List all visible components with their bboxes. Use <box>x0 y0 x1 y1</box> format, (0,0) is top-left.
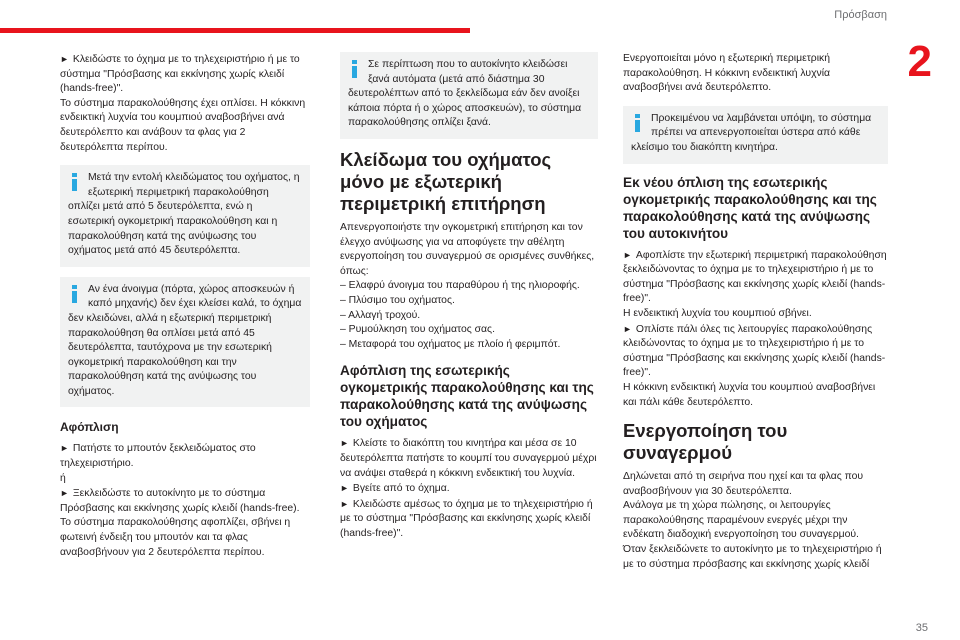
paragraph: Το σύστημα παρακολούθησης αφοπλίζει, σβήνει η φωτεινή ένδειξη του μπουτόν και τα φλας αναβοσβήνουν για 2 δευτερόλεπτα περίπου. <box>60 517 291 558</box>
arrow-right-icon: ► <box>340 483 349 494</box>
info-note: Σε περίπτωση που το αυτοκίνητο κλειδώσει ξανά αυτόματα (μετά από διάστημα 30 δευτερολέπτων από το ξεκλείδωμα εάν δεν ανοίξει κάποια πόρτα ή ο χώρος αποσκευών), το σύστημα παρακολούθησης οπλίζει ξανά. <box>340 52 598 139</box>
step-press-unlock: ► Πατήστε το μπουτόν ξεκλειδώματος στο τηλεχειριστήριο. <box>60 443 256 470</box>
heading-alarm-trigger: Ενεργοποίηση του συναγερμού <box>623 420 788 464</box>
arrow-right-icon: ► <box>623 249 632 260</box>
info-icon <box>68 171 84 191</box>
step-unlock-handsfree: ► Ξεκλειδώστε το αυτοκίνητο με το σύστημα Πρόσβασης και εκκίνησης χωρίς κλειδί (hands-free). <box>60 488 300 514</box>
info-note: Αν ένα άνοιγμα (πόρτα, χώρος αποσκευών ή καπό μηχανής) δεν έχει κλείσει καλά, το όχημα δεν κλειδώνει, αλλά η εξωτερική περιμετρική παρακολούθηση θα οπλίσει μετά από 45 δευτερόλεπτα, ταυτόχρονα με την εσωτερική ογκομετρική παρακολούθηση και την παρακολούθηση κατά της ανύψωσης του οχήματος. <box>60 277 310 408</box>
heading-disarm-interior: Αφόπλιση της εσωτερικής ογκομετρικής παρακολούθησης και της παρακολούθησης κατά της ανύψωσης του οχήματος <box>340 363 594 430</box>
paragraph: Ενεργοποιείται μόνο η εξωτερική περιμετρική παρακολούθηση. Η κόκκινη ενδεικτική λυχνία αναβοσβήνει ανά δευτερόλεπτο. <box>623 53 831 94</box>
column-2 <box>340 52 598 541</box>
step: ► Κλείστε το διακόπτη του κινητήρα και μέσα σε 10 δευτερόλεπτα πατήστε το κουμπί του συναγερμού μέχρι να ανάψει σταθερά η κόκκινη ενδεικτική του λυχνία. <box>340 438 597 479</box>
list-item: – Αλλαγή τροχού. <box>340 309 421 321</box>
paragraph: Δηλώνεται από τη σειρήνα που ηχεί και τα φλας που αναβοσβήνουν για 30 δευτερόλεπτα. <box>623 471 864 497</box>
paragraph: Απενεργοποιήστε την ογκομετρική επιτήρηση και τον έλεγχο ανύψωσης για να αποφύγετε την αθέλητη ενεργοποίηση του συναγερμού σε ορισμένες συνθήκες, όπως: <box>340 221 595 277</box>
info-icon <box>348 58 364 78</box>
arrow-right-icon: ► <box>340 438 349 449</box>
info-icon <box>631 112 647 132</box>
list-item: – Πλύσιμο του οχήματος. <box>340 294 455 306</box>
step: ► Αφοπλίστε την εξωτερική περιμετρική παρακολούθηση ξεκλειδώνοντας το όχημα με το τηλεχειριστήριο ή με το σύστημα "Πρόσβασης και εκκίνησης χωρίς κλειδί (hands-free)". <box>623 249 887 305</box>
heading-rearm: Εκ νέου όπλιση της εσωτερικής ογκομετρικής παρακολούθησης και της παρακολούθησης κατά της ανύψωσης του αυτοκινήτου <box>623 174 877 241</box>
step: ► Κλειδώστε αμέσως το όχημα με το τηλεχειριστήριο ή με το σύστημα "Πρόσβασης και εκκίνησης χωρίς κλειδί (hands-free)". <box>340 498 593 539</box>
paragraph: Η ενδεικτική λυχνία του κουμπιού σβήνει. <box>623 307 812 319</box>
header-red-bar <box>0 28 470 33</box>
page-number: 35 <box>915 622 928 634</box>
arrow-right-icon: ► <box>623 323 632 334</box>
arrow-right-icon: ► <box>60 488 69 499</box>
heading-disarm: Αφόπλιση <box>60 420 119 435</box>
arrow-right-icon: ► <box>340 498 349 509</box>
section-title: Πρόσβαση <box>834 9 887 21</box>
paragraph: Η κόκκινη ενδεικτική λυχνία του κουμπιού αναβοσβήνει και πάλι κάθε δευτερόλεπτο. <box>623 381 876 408</box>
list-item: – Ρυμούλκηση του οχήματος σας. <box>340 324 495 336</box>
step: ► Οπλίστε πάλι όλες τις λειτουργίες παρακολούθησης κλειδώνοντας το όχημα με το τηλεχειριστήριο ή με το σύστημα "Πρόσβασης και εκκίνησης χωρίς κλειδί (hands-free)". <box>623 323 886 379</box>
arrow-right-icon: ► <box>60 443 69 454</box>
step: ► Βγείτε από το όχημα. <box>340 483 450 495</box>
info-note: Μετά την εντολή κλειδώματος του οχήματος, η εξωτερική περιμετρική παρακολούθηση οπλίζει μετά από 5 δευτερόλεπτα, ενώ η εσωτερική ογκομετρική παρακολούθηση και η παρακολούθηση κατά της ανύψωσης του οχήματος μετά από 45 δευτερόλεπτα. <box>60 165 310 267</box>
list-item: – Μεταφορά του οχήματος με πλοίο ή φεριμπότ. <box>340 338 561 350</box>
column-3 <box>623 52 888 572</box>
heading-exterior-only: Κλείδωμα του οχήματος μόνο με εξωτερική περιμετρική επιτήρηση <box>340 148 552 214</box>
or-text: ή <box>60 472 66 484</box>
step-lock: ► Κλειδώστε το όχημα με το τηλεχειριστήριο ή με το σύστημα "Πρόσβασης και εκκίνησης χωρίς κλειδί (hands-free)". <box>60 54 300 95</box>
arrow-right-icon: ► <box>60 54 69 64</box>
info-note: Προκειμένου να λαμβάνεται υπόψη, το σύστημα πρέπει να απενεργοποιείται ύστερα από κάθε κλείσιμο του διακόπτη κινητήρα. <box>623 106 888 164</box>
paragraph: Ανάλογα με τη χώρα πώλησης, οι λειτουργίες παρακολούθησης παραμένουν ενεργές μέχρι την ενδέκατη διαδοχική ενεργοποίηση του συναγερμού. <box>623 500 859 541</box>
paragraph: Όταν ξεκλειδώνετε το αυτοκίνητο με το τηλεχειριστήριο ή με το σύστημα πρόσβασης και εκκίνησης χωρίς κλειδί <box>623 544 882 570</box>
list-item: – Ελαφρύ άνοιγμα του παραθύρου ή της ηλιοροφής. <box>340 280 580 292</box>
paragraph: Το σύστημα παρακολούθησης έχει οπλίσει. Η κόκκινη ενδεικτική λυχνία του κουμπιού αναβοσβήνει ανά δευτερόλεπτο και ανάβουν τα φλας για 2 δευτερόλεπτα περίπου. <box>60 97 306 153</box>
info-icon <box>68 283 84 303</box>
chapter-number: 2 <box>907 37 932 86</box>
column-1 <box>60 52 310 560</box>
